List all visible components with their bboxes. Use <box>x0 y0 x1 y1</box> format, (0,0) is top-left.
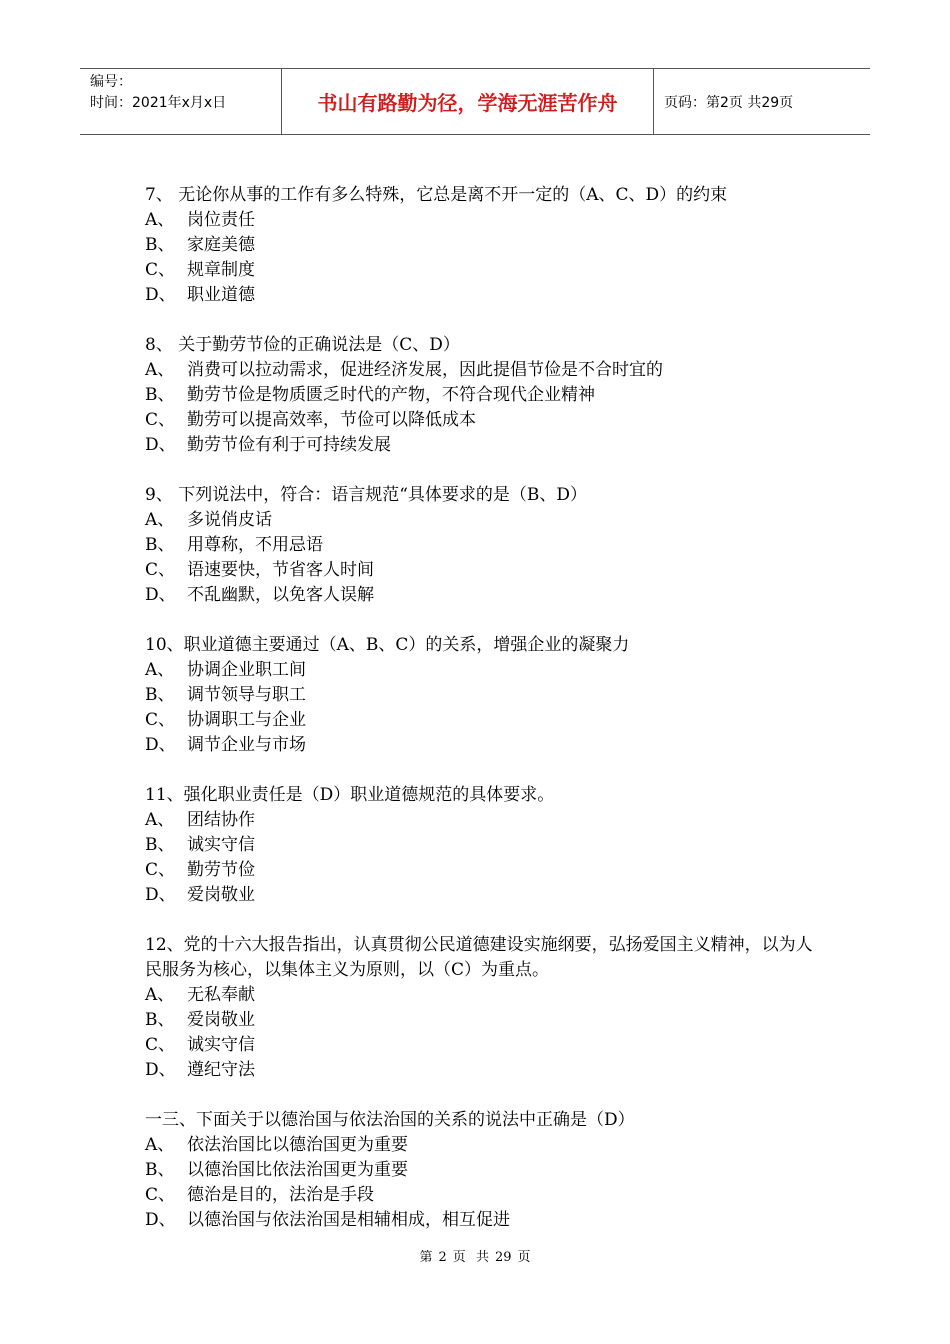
footer-page-number: 2 <box>438 1250 447 1265</box>
question-text: 11、强化职业责任是（D）职业道德规范的具体要求。 <box>145 785 555 805</box>
option-a: A、 依法治国比以德治国更为重要 <box>145 1135 408 1155</box>
option-c: C、 协调职工与企业 <box>145 710 306 730</box>
option-c: C、 勤劳节俭 <box>145 860 255 880</box>
option-b: B、 用尊称，不用忌语 <box>145 535 323 555</box>
option-d: D、 职业道德 <box>145 285 255 305</box>
question-8 <box>145 333 815 458</box>
header-page-info <box>654 69 870 134</box>
option-d: D、 调节企业与市场 <box>145 735 306 755</box>
option-d: D、 勤劳节俭有利于可持续发展 <box>145 435 391 455</box>
option-c: C、 规章制度 <box>145 260 255 280</box>
option-b: B、 家庭美德 <box>145 235 255 255</box>
question-text: 一三、下面关于以德治国与依法治国的关系的说法中正确是（D） <box>145 1110 635 1130</box>
option-a: A、 团结协作 <box>145 810 255 830</box>
option-d: D、 遵纪守法 <box>145 1060 255 1080</box>
option-a: A、 岗位责任 <box>145 210 255 230</box>
option-b: B、 爱岗敬业 <box>145 1010 255 1030</box>
question-7 <box>145 183 815 308</box>
option-b: B、 诚实守信 <box>145 835 255 855</box>
option-b: B、 以德治国比依法治国更为重要 <box>145 1160 408 1180</box>
option-a: A、 无私奉献 <box>145 985 255 1005</box>
number-label: 编号： <box>90 74 132 90</box>
page-header <box>80 68 870 135</box>
question-12 <box>145 933 815 1083</box>
option-b: B、 调节领导与职工 <box>145 685 306 705</box>
header-meta <box>80 69 282 134</box>
question-text: 9、 下列说法中，符合：语言规范“具体要求的是（B、D） <box>145 485 588 505</box>
page-info-text: 页码：第2页 共29页 <box>664 94 794 111</box>
question-9 <box>145 483 815 608</box>
time-label: 时间：2021年x月x日 <box>90 95 227 111</box>
option-a: A、 消费可以拉动需求，促进经济发展，因此提倡节俭是不合时宜的 <box>145 360 663 380</box>
motto-text: 书山有路勤为径，学海无涯苦作舟 <box>317 91 618 115</box>
question-list <box>145 183 815 1233</box>
footer-total-pages: 29 <box>494 1250 512 1265</box>
question-text: 12、党的十六大报告指出，认真贯彻公民道德建设实施纲要，弘扬爱国主义精神，以为人民服务为核心，以集体主义为原则，以（C）为重点。 <box>145 935 813 980</box>
question-11 <box>145 783 815 908</box>
option-c: C、 勤劳可以提高效率，节俭可以降低成本 <box>145 410 476 430</box>
option-d: D、 不乱幽默，以免客人误解 <box>145 585 374 605</box>
question-13 <box>145 1108 815 1233</box>
option-d: D、 爱岗敬业 <box>145 885 255 905</box>
question-text: 10、职业道德主要通过（A、B、C）的关系，增强企业的凝聚力 <box>145 635 630 655</box>
option-b: B、 勤劳节俭是物质匮乏时代的产物，不符合现代企业精神 <box>145 385 595 405</box>
header-motto <box>282 69 654 134</box>
question-text: 7、 无论你从事的工作有多么特殊，它总是离不开一定的（A、C、D）的约束 <box>145 185 728 205</box>
page-footer: 第 2 页 共 29 页 <box>419 1250 531 1265</box>
option-c: C、 诚实守信 <box>145 1035 255 1055</box>
option-d: D、 以德治国与依法治国是相辅相成，相互促进 <box>145 1210 510 1230</box>
option-a: A、 协调企业职工间 <box>145 660 306 680</box>
option-c: C、 语速要快，节省客人时间 <box>145 560 374 580</box>
option-c: C、 德治是目的，法治是手段 <box>145 1185 374 1205</box>
option-a: A、 多说俏皮话 <box>145 510 272 530</box>
question-10 <box>145 633 815 758</box>
question-text: 8、 关于勤劳节俭的正确说法是（C、D） <box>145 335 460 355</box>
